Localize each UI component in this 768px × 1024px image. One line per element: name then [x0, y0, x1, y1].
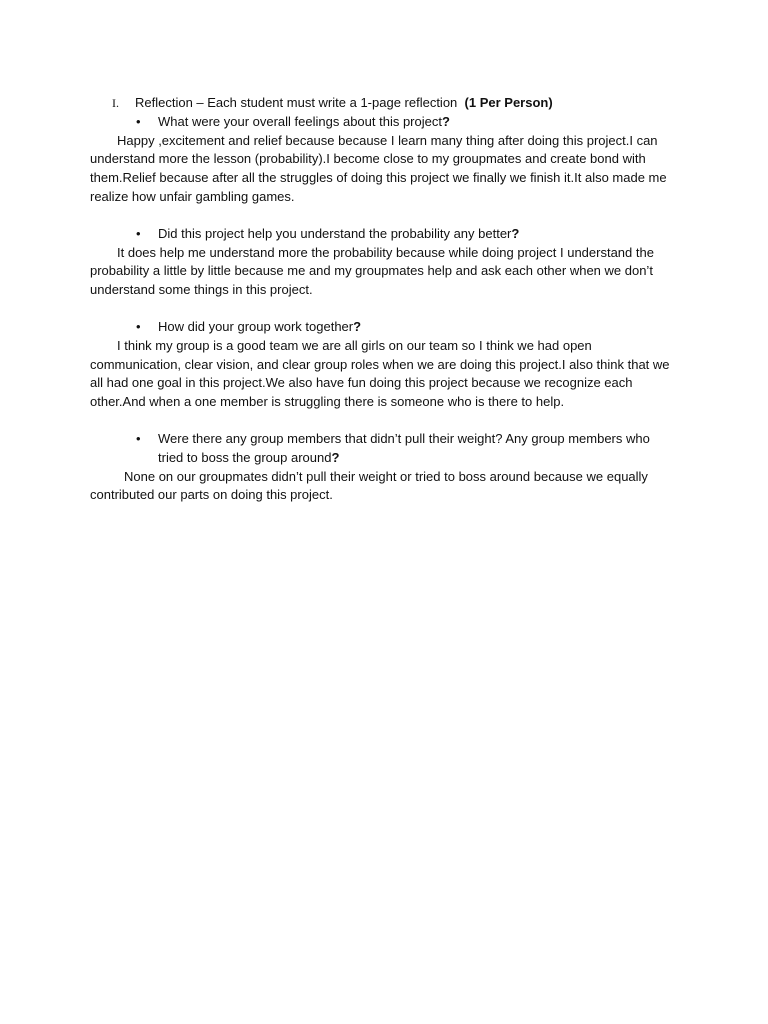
bullet-icon: • — [136, 113, 141, 129]
reflection-content — [90, 94, 678, 505]
answer-1: Happy ,excitement and relief because because I learn many thing after doing this project.I can understand more the lesson (probability).I become close to my groupmates and create bond with them.Relief because after all the struggles of doing this project we finally we finish it.It also made me realize how unfair gambling games. — [90, 132, 667, 204]
question-mark: ? — [441, 113, 450, 129]
question-4 — [90, 430, 678, 468]
question-mark: ? — [353, 318, 362, 334]
question-1 — [90, 113, 678, 132]
heading-numeral: I. — [112, 96, 119, 110]
heading-note: (1 Per Person) — [464, 95, 553, 110]
question-text: Did this project help you understand the probability any better — [158, 225, 512, 241]
answer-3: I think my group is a good team we are all girls on our team so I think we had open communication, clear vision, and clear group roles when we are doing this project.I also think that we all had one goal in this project.We also have fun doing this project because we recognize each other.And when a one member is struggling there is someone who is there to help. — [90, 337, 670, 410]
question-2 — [90, 225, 678, 244]
question-3 — [90, 318, 678, 337]
question-text: How did your group work together — [158, 318, 354, 334]
bullet-icon: • — [136, 225, 141, 241]
bullet-icon: • — [136, 430, 141, 446]
question-mark: ? — [331, 449, 340, 465]
spacer — [90, 207, 678, 225]
question-text: Were there any group members that didn’t pull their weight? Any group members who tried to boss the group around — [158, 430, 650, 465]
answer-2: It does help me understand more the probability because while doing project I understand the probability a little by little because me and my groupmates help and ask each other when we don’t understand some things in this project. — [90, 244, 654, 298]
bullet-icon: • — [136, 318, 141, 334]
question-text: What were your overall feelings about this project — [158, 113, 442, 129]
spacer — [90, 412, 678, 430]
reflection-heading — [90, 94, 678, 113]
heading-text: Reflection – Each student must write a 1-page reflection — [135, 95, 458, 110]
answer-4: None on our groupmates didn’t pull their weight or tried to boss around because we equally contributed our parts on doing this project. — [90, 468, 648, 503]
spacer — [90, 300, 678, 318]
question-mark: ? — [511, 225, 520, 241]
